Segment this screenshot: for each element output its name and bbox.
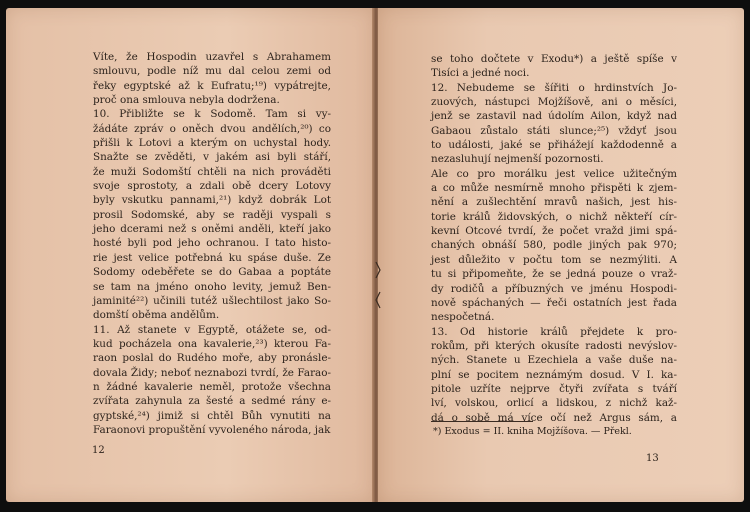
text-line: řeky egyptské až k Eufratu;¹⁹) vypátrejte, [93,79,331,92]
text-line: n žádné kavalerie neměl, protože všechna [93,380,331,393]
text-line: Snažte se zvěděti, v jakém asi byli stáří, [93,151,331,164]
text-line: 13. Od historie králů přejdete k pro- [431,325,677,338]
text-line: že muži Sodomští chtěli na nich prováděti [93,165,331,178]
open-booklet [6,8,744,502]
text-line: Ale co pro morálku jest velice užitečným [431,167,677,180]
text-line: jenž se zastavil nad údolím Ailon, když nad [431,110,677,123]
text-line: Tisíci a jedné noci. [431,67,530,80]
text-line: ných. Stanete u Ezechiela a vaše duše na- [431,354,677,367]
text-line: domští oběma andělům. [93,309,220,322]
right-page [378,8,744,502]
text-line: kevní Otcové tvrdí, že počet vražd jimi spá- [431,225,677,238]
text-line: pitole uzříte nejprve čtyři zvířata s tváří [431,382,677,395]
text-line: nění a zušlechtění mravů našich, jest his- [431,196,677,209]
text-line: přišli k Lotovi a kterým on uchystal hody. [93,137,331,150]
text-line: dy rodičů a příbuzných ve jménu Hospodi- [431,282,677,295]
text-line: Faraonovi propuštění vyvoleného národa, jak [93,423,331,436]
text-line: chaných obnáší 580, podle jiných pak 970; [431,239,677,252]
binding-staple-lower [375,291,381,309]
text-line: gyptské,²⁴) jimiž si chtěl Bůh vynutiti na [93,409,331,422]
text-line: to události, jaké se přihážejí každodenně a [431,139,677,152]
left-page-number: 12 [92,445,105,456]
text-line: zvířata zahynula za šesté a sedmé rány e- [93,395,331,408]
text-line: a co může nesmírně mnoho přispěti k zjem- [431,182,677,195]
text-line: 12. Nebudeme se šířiti o hrdinstvích Jo- [431,81,677,94]
text-line: jest důležito v počtu tom se nezmýliti. A [431,253,677,266]
text-line: se tam na jméno onoho levity, jemuž Ben- [93,280,331,293]
text-line: rokům, při kterých okusíte radosti nevýslov- [431,339,677,352]
text-line: raon poslal do Rudého moře, aby pronásle- [93,352,331,365]
binding-staple-upper [375,261,381,279]
text-line: svoje sprostoty, a zdali obě dcery Lotovy [93,180,331,193]
text-line: 11. Až stanete v Egyptě, otážete se, od- [93,323,331,336]
text-line: nově spáchaných — řeči ostatních jest řada [431,296,677,309]
text-line: se toho dočtete v Exodu*) a ještě spíše v [431,53,677,65]
text-line: tu si připomeňte, že se jedná pouze o vraž- [431,268,677,281]
text-line: Sodomy odeběřete se do Gabaa a poptáte [93,266,331,279]
text-line: 10. Přibližte se k Sodomě. Tam si vy- [93,108,331,121]
text-line: rie jest velice potřebná ku spáse duše. Ze [93,251,331,264]
text-line: nespočetná. [431,311,495,324]
text-line: dá o sobě má více očí než Argus sám, a [431,411,677,424]
footnote-rule [431,421,533,422]
right-page-number: 13 [646,453,659,464]
text-line: byly vskutku pannami,²¹) když dobrák Lot [93,194,331,207]
text-line: Gabaou zůstalo státi slunce;²⁵) vždyť jsou [431,124,677,137]
text-line: torie králů židovských, o nichž někteří cír- [431,210,677,223]
text-line: plní se pocitem neznámým dosud. V I. ka- [431,368,677,381]
text-line: smlouvu, podle níž mu dal celou zemi od [93,65,331,78]
text-line: prosil Sodomské, aby se raději vyspali s [93,208,331,221]
text-line: Víte, že Hospodin uzavřel s Abrahamem [93,51,331,63]
text-line: jeho dcerami než s oněmi anděli, kteří jako [93,223,331,236]
footnote: *) Exodus = II. kniha Mojžíšova. — Překl. [433,426,632,437]
left-page-text [93,50,331,437]
text-line: dovala Židy; neboť neznabozi tvrdí, že Farao- [93,366,331,379]
right-page-text [431,52,677,425]
text-line: hosté byli pod jeho ochranou. I tato histo- [93,237,331,250]
text-line: žádáte zpráv o oněch dvou andělích,²⁰) co [93,122,331,135]
text-line: jaminité²²) učinili tutéž ušlechtilost jako So- [93,294,331,307]
text-line: zuových, nástupci Mojžíšově, ani o měsíci, [431,96,677,109]
left-page [6,8,374,502]
text-line: kud pocházela ona kavalerie,²³) kterou Fa- [93,337,331,350]
text-line: proč ona smlouva nebyla dodržena. [93,94,280,107]
text-line: nezasluhují nejmenší pozornosti. [431,153,604,166]
text-line: lví, volskou, orlicí a lidskou, z nichž kaž- [431,397,677,410]
